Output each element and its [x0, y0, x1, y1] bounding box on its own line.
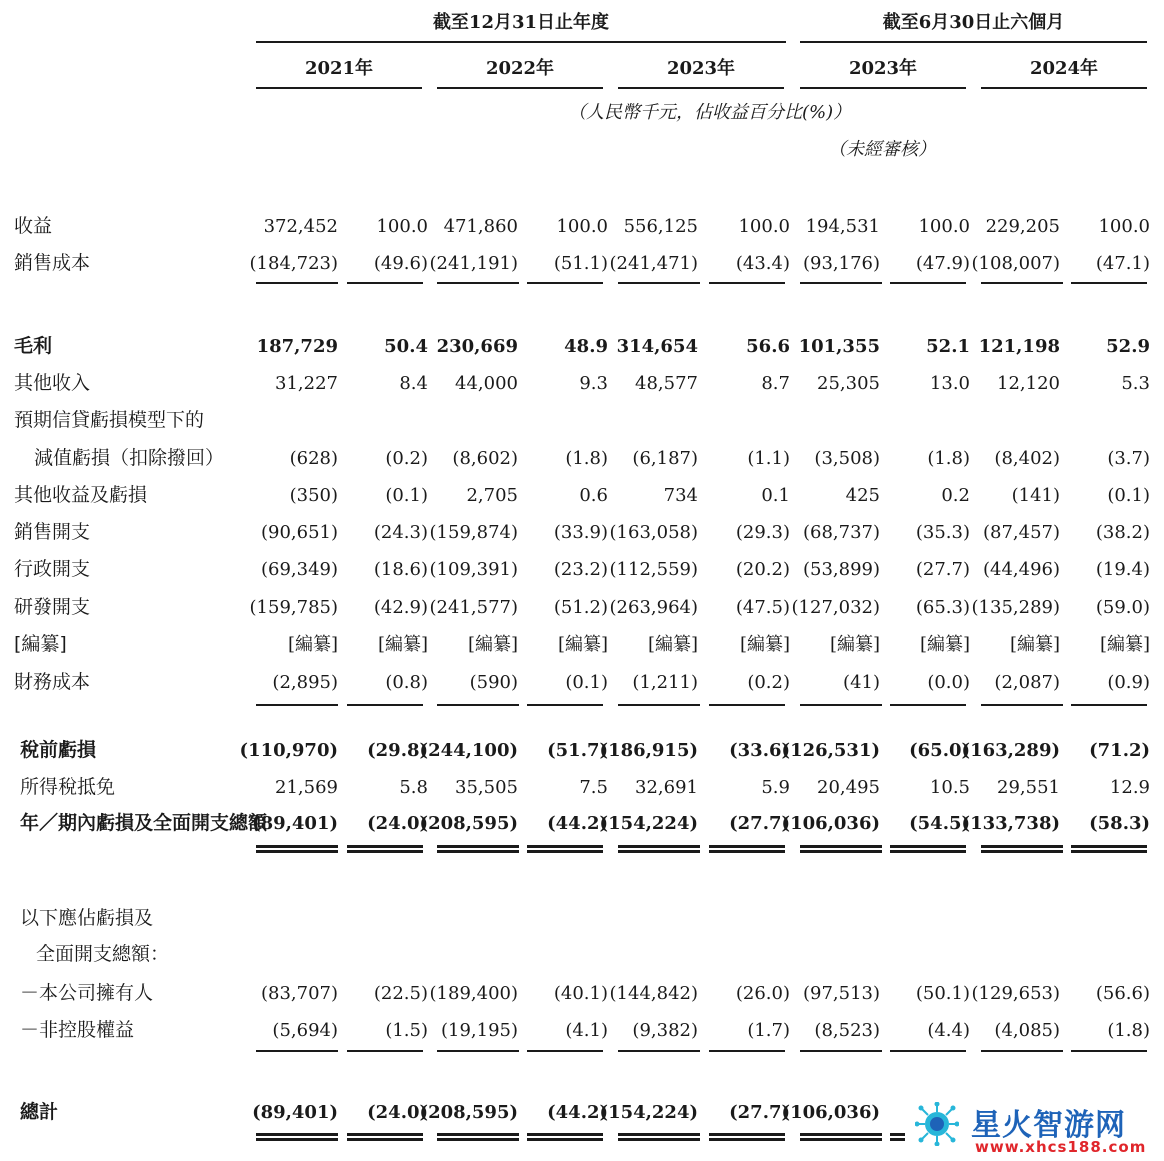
- percent-cell: 100.0: [918, 216, 970, 237]
- amount-cell: 12,120: [997, 373, 1060, 394]
- percent-cell: 100.0: [376, 216, 428, 237]
- percent-cell: (35.3): [915, 522, 970, 543]
- percent-cell: (58.3): [1089, 813, 1150, 834]
- amount-cell: (241,577): [429, 597, 518, 618]
- header-rule-six-months: [800, 41, 1147, 43]
- double-underline: [1071, 845, 1147, 853]
- single-underline: [800, 704, 882, 706]
- percent-cell: (47.1): [1095, 253, 1150, 274]
- amount-cell: (90,651): [260, 522, 338, 543]
- single-underline: [256, 1050, 338, 1052]
- amount-cell: (8,402): [994, 448, 1060, 469]
- percent-cell: (1.5): [385, 1020, 428, 1041]
- row-label: 收益: [14, 215, 53, 237]
- row-label: 銷售成本: [14, 252, 91, 274]
- percent-cell: (0.0): [927, 672, 970, 693]
- amount-cell: (69,349): [260, 559, 338, 580]
- single-underline: [890, 704, 966, 706]
- percent-cell: (59.0): [1095, 597, 1150, 618]
- percent-cell: (3.7): [1107, 448, 1150, 469]
- amount-cell: [編纂]: [1009, 634, 1060, 655]
- percent-cell: [編纂]: [377, 634, 428, 655]
- double-underline: [256, 845, 338, 853]
- amount-cell: (89,401): [252, 1102, 338, 1123]
- amount-cell: (44,496): [982, 559, 1060, 580]
- amount-cell: (9,382): [632, 1020, 698, 1041]
- percent-cell: (0.1): [385, 485, 428, 506]
- percent-cell: (0.8): [385, 672, 428, 693]
- amount-cell: (4,085): [994, 1020, 1060, 1041]
- row-label: －非控股權益: [20, 1019, 135, 1041]
- percent-cell: (51.2): [553, 597, 608, 618]
- amount-cell: 44,000: [455, 373, 518, 394]
- single-underline: [800, 282, 882, 284]
- percent-cell: (1.8): [565, 448, 608, 469]
- unaudited-note: （未經審核）: [828, 139, 936, 160]
- amount-cell: 187,729: [256, 336, 338, 357]
- percent-cell: (24.0): [367, 1102, 428, 1123]
- single-underline: [709, 282, 785, 284]
- amount-cell: (106,036): [781, 1102, 880, 1123]
- row-label: 以下應佔虧損及: [20, 907, 154, 929]
- double-underline: [618, 845, 700, 853]
- row-label: 研發開支: [14, 596, 91, 618]
- percent-cell: 50.4: [384, 336, 428, 357]
- percent-cell: (51.1): [553, 253, 608, 274]
- amount-cell: (186,915): [599, 740, 698, 761]
- row-label: [編纂]: [14, 633, 67, 655]
- watermark-title: 星火智游网: [971, 1108, 1126, 1143]
- percent-cell: (40.1): [553, 983, 608, 1004]
- double-underline: [709, 1133, 785, 1141]
- percent-cell: 56.6: [746, 336, 790, 357]
- amount-cell: 32,691: [635, 777, 698, 798]
- percent-cell: 0.1: [761, 485, 790, 506]
- single-underline: [347, 282, 423, 284]
- amount-cell: (83,707): [260, 983, 338, 1004]
- percent-cell: 0.2: [941, 485, 970, 506]
- double-underline: [800, 845, 882, 853]
- percent-cell: 100.0: [738, 216, 790, 237]
- amount-cell: (154,224): [599, 1102, 698, 1123]
- percent-cell: (0.1): [565, 672, 608, 693]
- percent-cell: (44.2): [547, 813, 608, 834]
- double-underline: [256, 1133, 338, 1141]
- double-underline: [527, 845, 603, 853]
- amount-cell: (126,531): [781, 740, 880, 761]
- year-rule-4: [800, 87, 966, 89]
- amount-cell: (19,195): [440, 1020, 518, 1041]
- row-label: －本公司擁有人: [20, 982, 154, 1004]
- year-rule-2: [437, 87, 603, 89]
- amount-cell: (263,964): [609, 597, 698, 618]
- amount-cell: [編纂]: [467, 634, 518, 655]
- row-label: 所得稅抵免: [20, 776, 116, 798]
- percent-cell: 100.0: [556, 216, 608, 237]
- year-header-2022: 2022年: [485, 58, 555, 79]
- amount-cell: (41): [843, 672, 880, 693]
- percent-cell: (0.1): [1107, 485, 1150, 506]
- percent-cell: (47.5): [735, 597, 790, 618]
- single-underline: [437, 282, 519, 284]
- watermark: [905, 1096, 1160, 1158]
- percent-cell: 8.7: [761, 373, 790, 394]
- amount-cell: (2,087): [994, 672, 1060, 693]
- amount-cell: (129,653): [971, 983, 1060, 1004]
- double-underline: [981, 845, 1063, 853]
- amount-cell: 314,654: [616, 336, 698, 357]
- percent-cell: (24.3): [373, 522, 428, 543]
- single-underline: [709, 704, 785, 706]
- percent-cell: (29.8): [367, 740, 428, 761]
- percent-cell: (4.1): [565, 1020, 608, 1041]
- amount-cell: 556,125: [623, 216, 698, 237]
- unit-note: （人民幣千元，佔收益百分比(%)）: [568, 102, 852, 123]
- amount-cell: (97,513): [802, 983, 880, 1004]
- row-label: 預期信貸虧損模型下的: [14, 409, 205, 431]
- percent-cell: (23.2): [553, 559, 608, 580]
- percent-cell: (71.2): [1089, 740, 1150, 761]
- amount-cell: (144,842): [609, 983, 698, 1004]
- percent-cell: 7.5: [579, 777, 608, 798]
- single-underline: [890, 282, 966, 284]
- amount-cell: 35,505: [455, 777, 518, 798]
- amount-cell: (8,523): [814, 1020, 880, 1041]
- amount-cell: (53,899): [802, 559, 880, 580]
- single-underline: [618, 1050, 700, 1052]
- percent-cell: (43.4): [735, 253, 790, 274]
- amount-cell: 21,569: [275, 777, 338, 798]
- amount-cell: 425: [845, 485, 880, 506]
- percent-cell: (54.5): [909, 813, 970, 834]
- year-header-2023: 2023年: [666, 58, 736, 79]
- amount-cell: (110,970): [239, 740, 338, 761]
- percent-cell: (33.6): [729, 740, 790, 761]
- amount-cell: 25,305: [817, 373, 880, 394]
- percent-cell: (1.8): [1107, 1020, 1150, 1041]
- period-six-months-header: 截至6月30日止六個月: [882, 12, 1065, 33]
- percent-cell: (42.9): [373, 597, 428, 618]
- amount-cell: 230,669: [436, 336, 518, 357]
- percent-cell: (27.7): [729, 1102, 790, 1123]
- percent-cell: (50.1): [915, 983, 970, 1004]
- percent-cell: (47.9): [915, 253, 970, 274]
- percent-cell: 48.9: [564, 336, 608, 357]
- amount-cell: (628): [289, 448, 338, 469]
- amount-cell: (189,400): [429, 983, 518, 1004]
- row-label: 稅前虧損: [20, 739, 97, 761]
- single-underline: [347, 1050, 423, 1052]
- amount-cell: (133,738): [961, 813, 1060, 834]
- percent-cell: 9.3: [579, 373, 608, 394]
- year-header-2021: 2021年: [304, 58, 374, 79]
- single-underline: [981, 704, 1063, 706]
- amount-cell: (108,007): [971, 253, 1060, 274]
- percent-cell: (26.0): [735, 983, 790, 1004]
- percent-cell: 12.9: [1109, 777, 1150, 798]
- row-label: 銷售開支: [14, 521, 91, 543]
- amount-cell: (89,401): [252, 813, 338, 834]
- row-label: 其他收入: [14, 372, 91, 394]
- percent-cell: (27.7): [729, 813, 790, 834]
- amount-cell: (135,289): [971, 597, 1060, 618]
- percent-cell: (24.0): [367, 813, 428, 834]
- double-underline: [800, 1133, 882, 1141]
- amount-cell: (6,187): [632, 448, 698, 469]
- double-underline: [347, 1133, 423, 1141]
- row-label: 總計: [20, 1101, 59, 1123]
- row-label: 行政開支: [14, 558, 91, 580]
- amount-cell: (127,032): [791, 597, 880, 618]
- double-underline: [437, 1133, 519, 1141]
- percent-cell: (0.9): [1107, 672, 1150, 693]
- percent-cell: 13.0: [929, 373, 970, 394]
- header-rule-full-year: [256, 41, 786, 43]
- percent-cell: (0.2): [747, 672, 790, 693]
- amount-cell: 194,531: [805, 216, 880, 237]
- percent-cell: [編纂]: [1099, 634, 1150, 655]
- amount-cell: (159,874): [429, 522, 518, 543]
- row-label: 全面開支總額：: [36, 943, 170, 965]
- double-underline: [437, 845, 519, 853]
- amount-cell: (141): [1011, 485, 1060, 506]
- amount-cell: (163,289): [961, 740, 1060, 761]
- single-underline: [981, 1050, 1063, 1052]
- single-underline: [256, 704, 338, 706]
- amount-cell: 734: [663, 485, 698, 506]
- amount-cell: 229,205: [985, 216, 1060, 237]
- percent-cell: (22.5): [373, 983, 428, 1004]
- amount-cell: (68,737): [802, 522, 880, 543]
- percent-cell: (33.9): [553, 522, 608, 543]
- double-underline: [890, 845, 966, 853]
- amount-cell: (208,595): [419, 813, 518, 834]
- amount-cell: (159,785): [249, 597, 338, 618]
- amount-cell: (112,559): [609, 559, 698, 580]
- amount-cell: (241,191): [429, 253, 518, 274]
- amount-cell: (163,058): [609, 522, 698, 543]
- percent-cell: [編纂]: [557, 634, 608, 655]
- single-underline: [256, 282, 338, 284]
- percent-cell: [編纂]: [739, 634, 790, 655]
- year-header-2023-half: 2023年: [848, 58, 918, 79]
- percent-cell: (38.2): [1095, 522, 1150, 543]
- percent-cell: (0.2): [385, 448, 428, 469]
- percent-cell: (1.8): [927, 448, 970, 469]
- single-underline: [347, 704, 423, 706]
- percent-cell: (51.7): [547, 740, 608, 761]
- percent-cell: (49.6): [373, 253, 428, 274]
- amount-cell: (244,100): [419, 740, 518, 761]
- percent-cell: (4.4): [927, 1020, 970, 1041]
- percent-cell: [編纂]: [919, 634, 970, 655]
- single-underline: [618, 282, 700, 284]
- amount-cell: 101,355: [798, 336, 880, 357]
- single-underline: [709, 1050, 785, 1052]
- single-underline: [1071, 704, 1147, 706]
- year-header-2024-half: 2024年: [1029, 58, 1099, 79]
- row-label: 毛利: [14, 335, 53, 357]
- percent-cell: 100.0: [1098, 216, 1150, 237]
- amount-cell: (208,595): [419, 1102, 518, 1123]
- percent-cell: 5.3: [1121, 373, 1150, 394]
- single-underline: [527, 1050, 603, 1052]
- single-underline: [437, 704, 519, 706]
- amount-cell: [編纂]: [829, 634, 880, 655]
- amount-cell: (2,895): [272, 672, 338, 693]
- amount-cell: 2,705: [466, 485, 518, 506]
- amount-cell: 29,551: [997, 777, 1060, 798]
- amount-cell: (8,602): [452, 448, 518, 469]
- single-underline: [981, 282, 1063, 284]
- percent-cell: (56.6): [1095, 983, 1150, 1004]
- single-underline: [618, 704, 700, 706]
- amount-cell: 121,198: [978, 336, 1060, 357]
- amount-cell: (87,457): [982, 522, 1060, 543]
- amount-cell: 471,860: [443, 216, 518, 237]
- amount-cell: 31,227: [275, 373, 338, 394]
- amount-cell: (350): [289, 485, 338, 506]
- amount-cell: 48,577: [635, 373, 698, 394]
- percent-cell: 5.9: [761, 777, 790, 798]
- single-underline: [1071, 282, 1147, 284]
- amount-cell: (106,036): [781, 813, 880, 834]
- amount-cell: 20,495: [817, 777, 880, 798]
- percent-cell: 8.4: [399, 373, 428, 394]
- year-rule-5: [981, 87, 1147, 89]
- single-underline: [800, 1050, 882, 1052]
- double-underline: [347, 845, 423, 853]
- row-label: 其他收益及虧損: [14, 484, 148, 506]
- percent-cell: 52.1: [926, 336, 970, 357]
- double-underline: [527, 1133, 603, 1141]
- amount-cell: (5,694): [272, 1020, 338, 1041]
- percent-cell: (65.0): [909, 740, 970, 761]
- percent-cell: (65.3): [915, 597, 970, 618]
- percent-cell: (29.3): [735, 522, 790, 543]
- amount-cell: (184,723): [249, 253, 338, 274]
- amount-cell: (109,391): [429, 559, 518, 580]
- amount-cell: (3,508): [814, 448, 880, 469]
- amount-cell: [編纂]: [647, 634, 698, 655]
- row-label: 財務成本: [14, 671, 91, 693]
- percent-cell: 52.9: [1106, 336, 1150, 357]
- amount-cell: (1,211): [632, 672, 698, 693]
- year-rule-1: [256, 87, 422, 89]
- row-label: 減值虧損（扣除撥回）: [34, 447, 225, 469]
- row-label: 年／期內虧損及全面開支總額: [20, 812, 268, 834]
- single-underline: [527, 282, 603, 284]
- amount-cell: [編纂]: [287, 634, 338, 655]
- percent-cell: (44.2): [547, 1102, 608, 1123]
- amount-cell: (93,176): [802, 253, 880, 274]
- amount-cell: 372,452: [263, 216, 338, 237]
- percent-cell: (19.4): [1095, 559, 1150, 580]
- percent-cell: 10.5: [929, 777, 970, 798]
- percent-cell: (1.1): [747, 448, 790, 469]
- amount-cell: (154,224): [599, 813, 698, 834]
- period-full-year-header: 截至12月31日止年度: [432, 12, 610, 33]
- amount-cell: (590): [469, 672, 518, 693]
- percent-cell: (27.7): [915, 559, 970, 580]
- single-underline: [527, 704, 603, 706]
- double-underline: [709, 845, 785, 853]
- single-underline: [1071, 1050, 1147, 1052]
- year-rule-3: [618, 87, 784, 89]
- percent-cell: (20.2): [735, 559, 790, 580]
- percent-cell: (1.7): [747, 1020, 790, 1041]
- percent-cell: 5.8: [399, 777, 428, 798]
- network-globe-icon: [915, 1102, 959, 1146]
- single-underline: [437, 1050, 519, 1052]
- percent-cell: (18.6): [373, 559, 428, 580]
- amount-cell: (241,471): [609, 253, 698, 274]
- single-underline: [890, 1050, 966, 1052]
- percent-cell: 0.6: [579, 485, 608, 506]
- double-underline: [618, 1133, 700, 1141]
- watermark-site: www.xhcs188.com: [975, 1138, 1147, 1156]
